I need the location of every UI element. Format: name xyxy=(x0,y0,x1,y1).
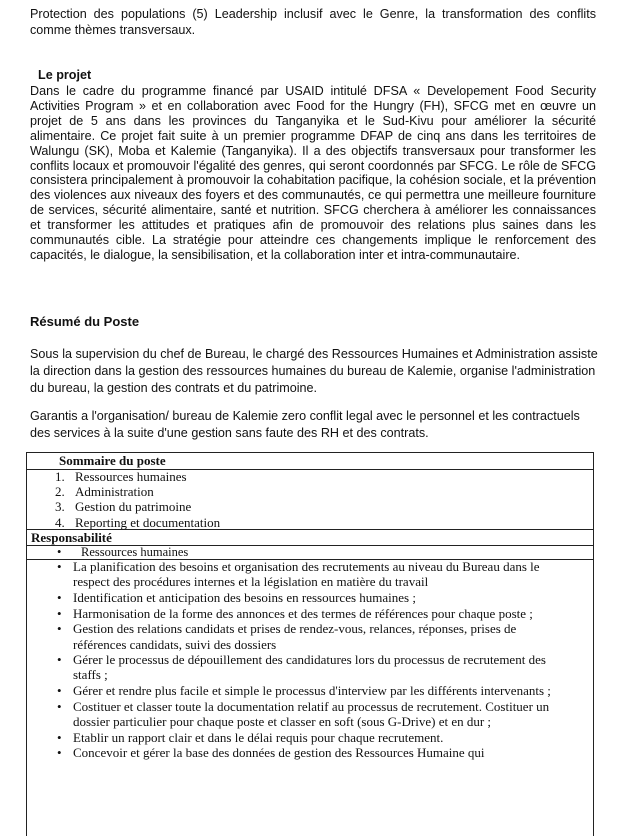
bullet-icon: • xyxy=(57,621,62,637)
list-item: • Concevoir et gérer la base des données de gestion des Ressources Humaine qui xyxy=(57,745,485,761)
list-item: • Costituer et classer toute la documentation relatif au processus de recrutement. Costituer un dossier particulier pour chaque poste et classer en soft (sous G-Drive) et en dur ; xyxy=(57,698,550,730)
list-item: • La planification des besoins et organisation des recrutements au niveau du Bureau dans le respect des procédures internes et la législation en matière du travail xyxy=(57,559,540,590)
list-item: 4. Reporting et documentation xyxy=(55,514,221,530)
bullet-icon: • xyxy=(57,652,62,668)
list-item: • Harmonisation de la forme des annonces et des termes de références pour chaque poste ; xyxy=(57,605,533,621)
resp-subheading: Ressources humaines xyxy=(81,545,189,559)
sommaire-list xyxy=(55,469,220,530)
job-table xyxy=(26,452,594,836)
bullet-icon: • xyxy=(57,545,62,559)
projet-heading: Le projet xyxy=(38,68,92,82)
resume-heading: Résumé du Poste xyxy=(30,314,140,329)
bullet-icon: • xyxy=(57,729,62,745)
list-item: • Gestion des relations candidats et prises de rendez-vous, relances, réponses, prises de références candidats, suivi des dossiers xyxy=(57,621,517,652)
list-item: 1. Ressources humaines xyxy=(55,469,187,484)
projet-paragraph: Dans le cadre du programme financé par USAID intitulé DFSA « Developement Food Security Activities Program » et en collaboration avec Food for the Hungry (FH), SFCG met en œuvre un projet de 5 ans dans les provinces du Tanganyika et le Sud-Kivu pour améliorer la sécurité alimentaire. Ce projet fait suite à un premier programme DFAP de cinq ans dans les territoires de Walungu (SK), Moba et Kalemie (Tanganyika). Il a des objectifs transversaux pour transformer les conflits locaux et promouvoir l'égalité des genres, qui seront coordonnés par SFCG. Le rôle de SFCG consistera principalement à promouvoir la cohabitation pacifique, la cohésion sociale, et la prévention des violences aux niveaux des foyers et des communautés, ce qui permettra une meilleure fourniture de services, sécurité alimentaire, santé et nutrition. SFCG cherchera à améliorer les connaissances et transformer les attitudes et pratiques afin de promouvoir des relations plus saines dans les communautés cible. La stratégie pour atteindre ces changements implique le renforcement des capacités, le dialogue, la sensibilisation, et la collaboration inter et intra-communautaire. xyxy=(30,84,596,262)
sommaire-header-row xyxy=(27,453,593,470)
bullet-icon: • xyxy=(57,605,62,621)
resp-subheading-row xyxy=(57,545,188,560)
resume-paragraph-1: Sous la supervision du chef de Bureau, le chargé des Ressources Humaines et Administration assiste la direction dans la gestion des ressources humaines du bureau de Kalemie, organise l'administration du bureau, la gestion des contrats et du patrimoine. xyxy=(30,347,598,395)
list-item: • Etablir un rapport clair et dans le délai requis pour chaque recrutement. xyxy=(57,729,444,745)
intro-paragraph: Protection des populations (5) Leadership inclusif avec le Genre, la transformation des conflits comme thèmes transversaux. xyxy=(30,7,596,37)
responsibility-list xyxy=(57,559,567,761)
bullet-icon: • xyxy=(57,698,62,714)
bullet-icon: • xyxy=(57,745,62,761)
list-item: • Gérer et rendre plus facile et simple le processus d'interview par les différents intervenants ; xyxy=(57,683,551,699)
list-item: 2. Administration xyxy=(55,484,154,500)
sommaire-heading: Sommaire du poste xyxy=(59,453,166,468)
resume-paragraph-2: Garantis a l'organisation/ bureau de Kalemie zero conflit legal avec le personnel et les contractuels des services à la suite d'une gestion sans faute des RH et des contrats. xyxy=(30,409,580,440)
bullet-icon: • xyxy=(57,589,62,605)
list-item: 3. Gestion du patrimoine xyxy=(55,499,192,515)
list-item: • Gérer le processus de dépouillement des candidatures lors du processus de recrutement des staffs ; xyxy=(57,652,546,683)
bullet-icon: • xyxy=(57,683,62,699)
bullet-icon: • xyxy=(57,559,62,574)
list-item: • Identification et anticipation des besoins en ressources humaines ; xyxy=(57,589,416,605)
responsabilite-heading: Responsabilité xyxy=(31,530,112,545)
